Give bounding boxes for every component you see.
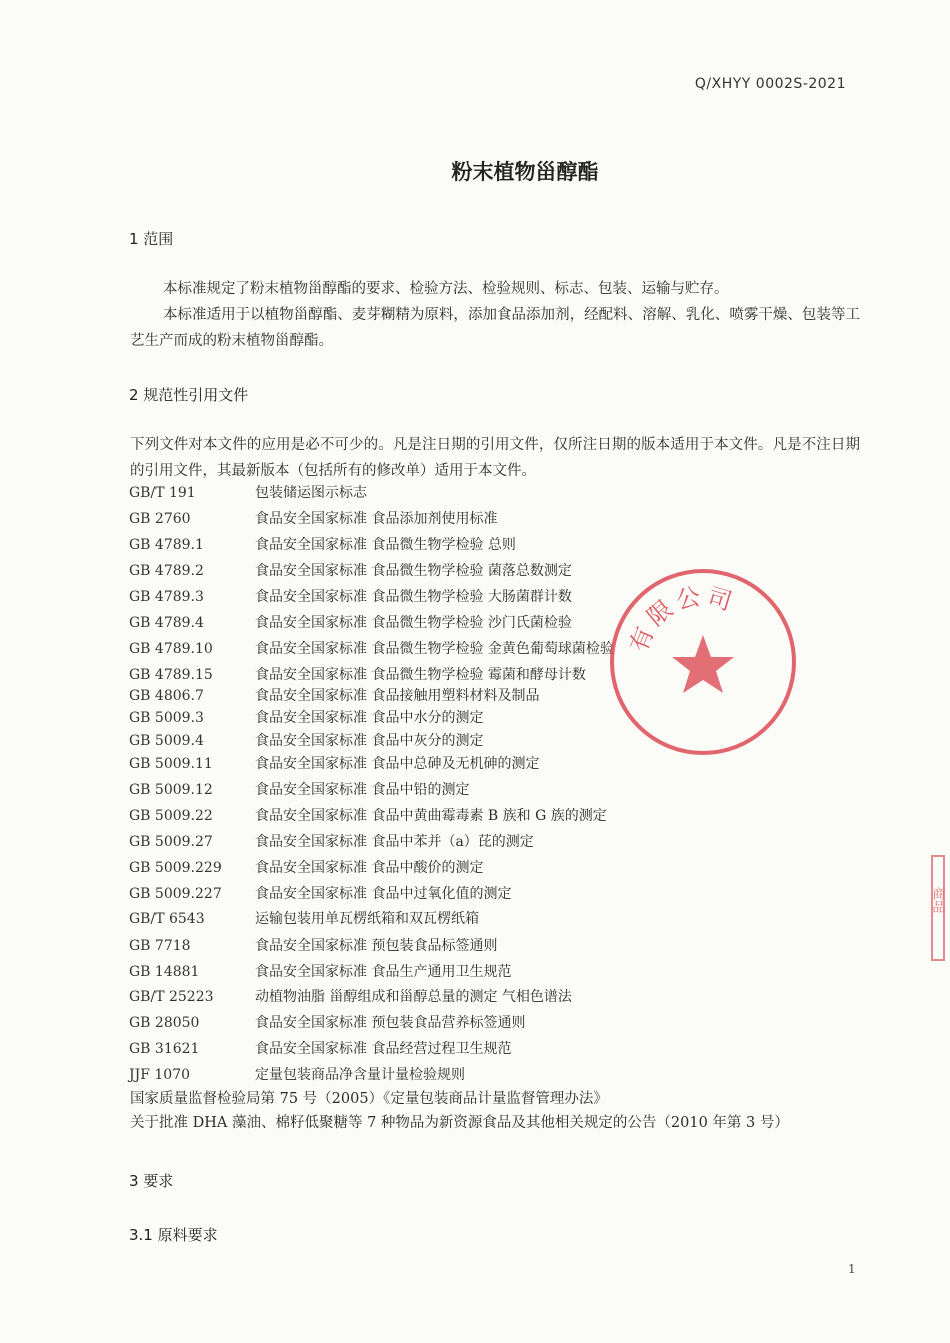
reference-title: 食品安全国家标准 食品微生物学检验 总则	[255, 537, 516, 553]
scope-heading: 1 范围	[129, 230, 174, 248]
reference-title: 食品安全国家标准 食品中总砷及无机砷的测定	[255, 756, 540, 772]
company-seal-stamp	[606, 565, 800, 759]
reference-title: 食品安全国家标准 食品中水分的测定	[255, 710, 484, 726]
reference-row	[129, 638, 614, 660]
reference-code: GB 5009.27	[129, 834, 213, 850]
reference-title: 运输包装用单瓦楞纸箱和双瓦楞纸箱	[255, 911, 479, 927]
reference-code: JJF 1070	[129, 1067, 191, 1083]
reference-row	[129, 534, 516, 556]
reference-code: GB 4789.10	[129, 641, 213, 657]
reference-code: GB 4789.4	[129, 615, 204, 631]
reference-title: 食品安全国家标准 食品中酸价的测定	[255, 860, 484, 876]
scope-paragraph-2: 本标准适用于以植物甾醇酯、麦芽糊精为原料，添加食品添加剂，经配料、溶解、乳化、喷雾干燥、包装等工艺生产而成的粉末植物甾醇酯。	[130, 307, 860, 349]
reference-title: 食品安全国家标准 预包装食品标签通则	[255, 938, 498, 954]
edge-stamp-mark	[928, 848, 946, 968]
reference-code: GB 2760	[129, 511, 191, 527]
requirements-heading: 3 要求	[129, 1172, 174, 1190]
raw-material-heading: 3.1 原料要求	[129, 1226, 218, 1244]
reference-title: 食品安全国家标准 食品中苯并（a）芘的测定	[255, 834, 534, 850]
reference-title: 食品安全国家标准 食品中过氧化值的测定	[255, 886, 512, 902]
reference-row	[129, 586, 572, 608]
reference-row	[129, 1038, 511, 1060]
document-title: 粉末植物甾醇酯	[451, 160, 599, 184]
reference-row	[129, 685, 539, 707]
reference-row	[129, 1064, 465, 1086]
scope-paragraph-1: 本标准规定了粉末植物甾醇酯的要求、检验方法、检验规则、标志、包装、运输与贮存。	[163, 281, 729, 297]
reference-code: GB/T 191	[129, 485, 196, 501]
reference-row	[129, 961, 511, 983]
reference-row	[129, 831, 534, 853]
reference-row	[129, 753, 539, 775]
reference-row	[129, 908, 479, 930]
reference-code: GB 5009.11	[129, 756, 213, 772]
reference-title: 食品安全国家标准 食品中铅的测定	[255, 782, 470, 798]
reference-code: GB 5009.227	[129, 886, 222, 902]
references-intro: 下列文件对本文件的应用是必不可少的。凡是注日期的引用文件，仅所注日期的版本适用于本文件。凡是不注日期的引用文件，其最新版本（包括所有的修改单）适用于本文件。	[130, 437, 860, 479]
reference-title: 食品安全国家标准 食品添加剂使用标准	[255, 511, 498, 527]
reference-row	[129, 935, 497, 957]
reference-code: GB 5009.12	[129, 782, 213, 798]
reference-row	[129, 730, 483, 752]
reference-code: GB 4789.2	[129, 563, 204, 579]
reference-title: 食品安全国家标准 食品经营过程卫生规范	[255, 1041, 512, 1057]
reference-code: GB 14881	[129, 964, 200, 980]
reference-code: GB/T 25223	[129, 989, 214, 1005]
reference-extra-1: 国家质量监督检验局第 75 号（2005）《定量包装商品计量监督管理办法》	[130, 1091, 608, 1107]
reference-row	[129, 986, 572, 1008]
reference-title: 食品安全国家标准 食品微生物学检验 大肠菌群计数	[255, 589, 572, 605]
reference-row	[129, 805, 607, 827]
reference-code: GB 4789.15	[129, 667, 213, 683]
reference-title: 包装储运图示标志	[255, 485, 367, 501]
reference-code: GB 5009.229	[129, 860, 222, 876]
reference-code: GB 7718	[129, 938, 191, 954]
reference-code: GB 5009.22	[129, 808, 213, 824]
reference-title: 食品安全国家标准 食品中黄曲霉毒素 B 族和 G 族的测定	[255, 808, 607, 824]
reference-title: 食品安全国家标准 食品微生物学检验 沙门氏菌检验	[255, 615, 572, 631]
reference-row	[129, 560, 572, 582]
reference-row	[129, 779, 469, 801]
reference-code: GB 5009.4	[129, 733, 204, 749]
reference-code: GB 4806.7	[129, 688, 204, 704]
reference-title: 食品安全国家标准 食品接触用塑料材料及制品	[255, 688, 540, 704]
document-code: Q/XHYY 0002S-2021	[694, 76, 846, 92]
page-number: 1	[848, 1262, 856, 1276]
reference-title: 食品安全国家标准 食品微生物学检验 菌落总数测定	[255, 563, 572, 579]
reference-code: GB 5009.3	[129, 710, 204, 726]
reference-title: 动植物油脂 甾醇组成和甾醇总量的测定 气相色谱法	[255, 989, 572, 1005]
reference-row	[129, 707, 483, 729]
reference-row	[129, 883, 511, 905]
reference-row	[129, 857, 483, 879]
reference-title: 食品安全国家标准 预包装食品营养标签通则	[255, 1015, 526, 1031]
reference-row	[129, 1012, 525, 1034]
reference-code: GB 4789.1	[129, 537, 204, 553]
reference-extra-2: 关于批准 DHA 藻油、棉籽低聚糖等 7 种物品为新资源食品及其他相关规定的公告（2010 年第 3 号）	[130, 1115, 789, 1131]
reference-row	[129, 612, 572, 634]
reference-row	[129, 664, 586, 686]
reference-title: 食品安全国家标准 食品生产通用卫生规范	[255, 964, 512, 980]
references-heading: 2 规范性引用文件	[129, 386, 249, 404]
reference-code: GB 28050	[129, 1015, 200, 1031]
reference-code: GB 4789.3	[129, 589, 204, 605]
reference-row	[129, 508, 497, 530]
reference-title: 食品安全国家标准 食品微生物学检验 霉菌和酵母计数	[255, 667, 586, 683]
edge-stamp-text: 商品	[929, 887, 945, 913]
reference-code: GB/T 6543	[129, 911, 205, 927]
reference-title: 食品安全国家标准 食品微生物学检验 金黄色葡萄球菌检验	[255, 641, 614, 657]
reference-title: 食品安全国家标准 食品中灰分的测定	[255, 733, 484, 749]
reference-row	[129, 482, 367, 504]
reference-code: GB 31621	[129, 1041, 200, 1057]
reference-title: 定量包装商品净含量计量检验规则	[255, 1067, 465, 1083]
seal-text: 有限公司	[624, 581, 740, 656]
